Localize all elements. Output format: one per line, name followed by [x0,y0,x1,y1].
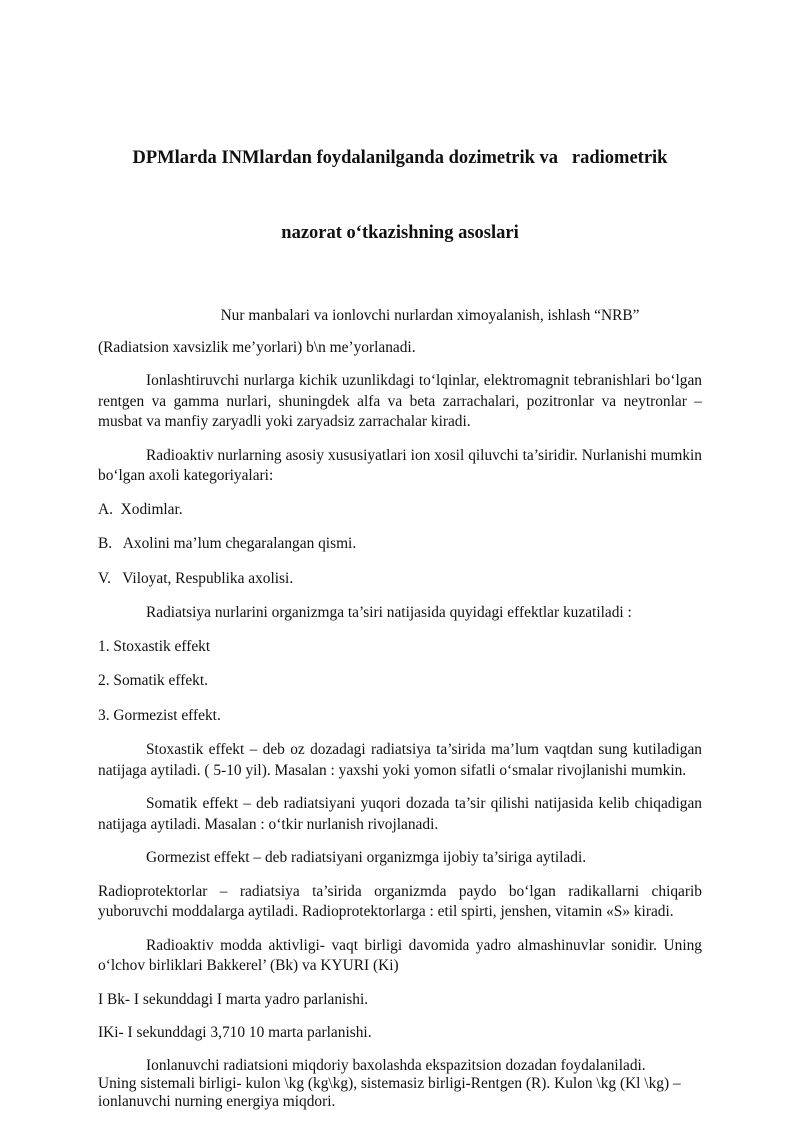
document-page [98,96,702,1111]
paragraph-activity: Radioaktiv modda aktivligi- vaqt birligi davomida yadro almashinuvlar sonidir. Uning o‘lchov birliklari Bakkerel’ (Bk) va KYURI (Ki) [98,936,702,974]
paragraph-somatic: Somatik effekt – deb radiatsiyani yuqori dozada ta’sir qilishi natijasida kelib chiqadigan natijaga aytiladi. Masalan : o‘tkir nurlanish rivojlanadi. [98,795,702,833]
paragraph-curie: IKi- I sekunddagi 3,710 10 marta parlanishi. [98,1024,372,1041]
category-item-a: A. Xodimlar. [98,500,183,518]
paragraph-hormesis: Gormezist effekt – deb radiatsiyani organizmga ijobiy ta’siriga aytiladi. [146,849,587,866]
effect-item-2: 2. Somatik effekt. [98,672,208,689]
paragraph-exposure-dose [98,1057,702,1111]
paragraph-stochastic: Stoxastik effekt – deb oz dozadagi radiatsiya ta’sirida ma’lum vaqtdan sung kutiladigan natijaga aytiladi. ( 5-10 yil). Masalan : yaxshi yoki yomon sifatli o‘smalar rivojlanishi mumkin. [98,741,702,779]
effect-item-1: 1. Stoxastik effekt [98,637,211,655]
paragraph-ionizing: Ionlashtiruvchi nurlarga kichik uzunlikdagi to‘lqinlar, elektromagnit tebranishlari bo‘lgan rentgen va gamma nurlari, shuningdek alfa va beta zarrachalari, pozitronlar va neytronlar – musbat va manfiy zaryadli yoki zaryadsiz zarrachalar kiradi. [98,372,702,430]
category-item-v: V. Viloyat, Respublika axolisi. [98,569,294,587]
paragraph-becquerel: I Bk- I sekunddagi I marta yadro parlanishi. [98,990,369,1008]
paragraph-radioprotectors: Radioprotektorlar – radiatsiya ta’sirida organizmda paydo bo‘lgan radikallarni chiqarib yuboruvchi moddalarga aytiladi. Radioprotektorlarga : etil spirti, jenshen, vitamin «S» kiradi. [98,882,702,920]
paragraph-nrb: (Radiatsion xavsizlik me’yorlari) b\n me’yorlanadi. [98,338,416,356]
paragraph-properties: Radioaktiv nurlarning asosiy xususiyatlari ion xosil qiluvchi ta’siridir. Nurlanishi mumkin bo‘lgan axoli kategoriyalari: [98,446,702,484]
exposure-dose-line-1: Ionlanuvchi radiatsioni miqdoriy baxolashda ekspazitsion dozadan foydalaniladi. [146,1056,646,1074]
effect-item-3: 3. Gormezist effekt. [98,706,221,724]
title-line-2: nazorat o‘tkazishning asoslari [281,223,519,243]
paragraph-effects-intro: Radiatsiya nurlarini organizmga ta’siri natijasida quyidagi effektlar kuzatiladi : [146,604,632,621]
category-item-b: B. Axolini ma’lum chegaralangan qismi. [98,535,357,552]
exposure-dose-rest: Uning sistemali birligi- kulon \kg (kg\kg), sistemasiz birligi-Rentgen (R). Kulon \kg (Kl \kg) – ionlanuvchi nurning energiya miqdori. [98,1074,681,1110]
document-title [98,96,702,296]
title-line-1: DPMlarda INMlardan foydalanilganda dozimetrik va radiometrik [132,148,668,168]
subtitle: Nur manbalari va ionlovchi nurlardan ximoyalanish, ishlash “NRB” [220,307,640,324]
